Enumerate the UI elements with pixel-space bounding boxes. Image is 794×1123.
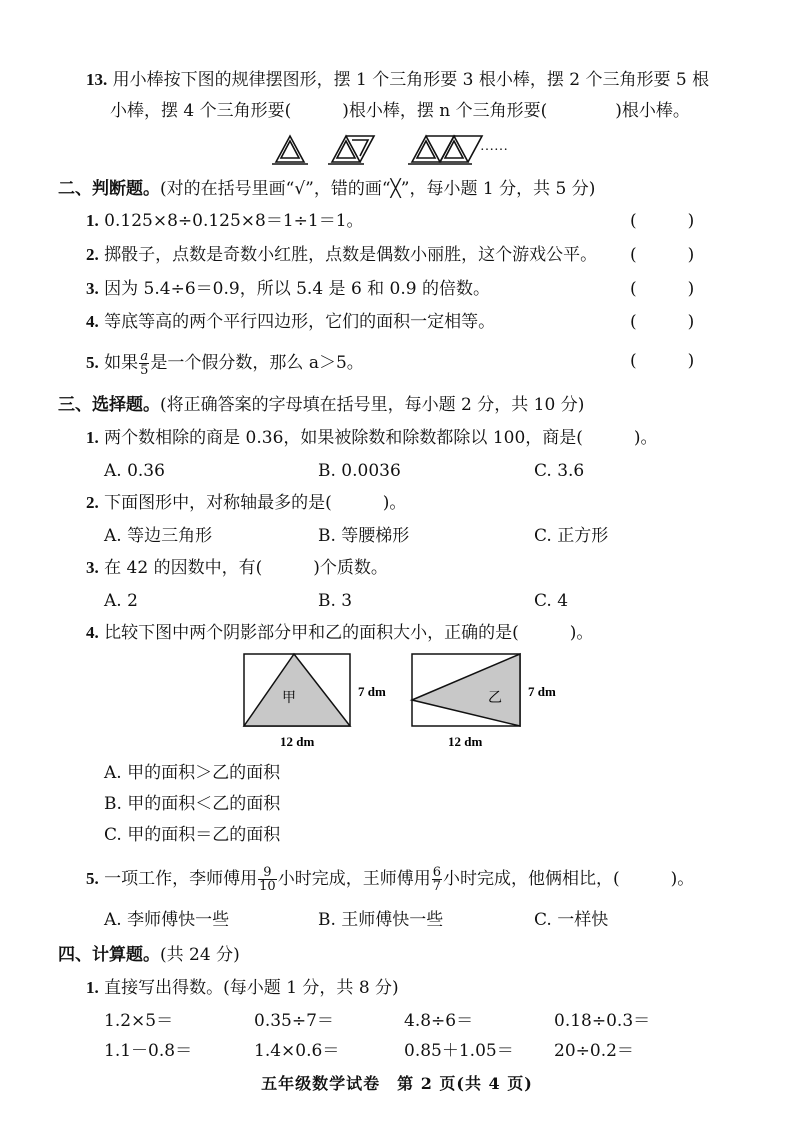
triangle-figure-2 <box>328 136 374 164</box>
s2-item-1-number: 1. <box>86 211 99 230</box>
q13-number: 13. <box>86 70 108 89</box>
calc-row2-item3: 0.85＋1.05＝ <box>404 1041 514 1061</box>
s3-q4-option-b[interactable]: B. 甲的面积＜乙的面积 <box>104 794 281 814</box>
width-label-jia: 12 dm <box>280 734 315 749</box>
width-label-yi: 12 dm <box>448 734 483 749</box>
s2-item-1-text: 0.125×8÷0.125×8＝1÷1＝1。 <box>104 211 364 231</box>
s3-q4-number: 4. <box>86 623 99 642</box>
calc-row2-item2: 1.4×0.6＝ <box>254 1041 340 1061</box>
area-comparison-figures <box>236 652 576 752</box>
s3-q5-pre: 一项工作，李师傅用 <box>104 869 258 889</box>
s2-item-2 <box>86 244 597 266</box>
triangle-figure-3 <box>408 136 482 164</box>
section2-title: 二、判断题。 <box>58 179 160 199</box>
label-yi: 乙 <box>488 691 502 706</box>
s3-q1-option-a[interactable]: A. 0.36 <box>104 461 165 481</box>
section3-heading <box>58 394 584 416</box>
s3-q3-number: 3. <box>86 558 99 577</box>
s2-item-4-number: 4. <box>86 312 99 331</box>
s3-q4 <box>86 622 593 644</box>
q13-dots: …… <box>480 139 508 154</box>
s2-item-3 <box>86 278 490 300</box>
calc-row1-item3: 4.8÷6＝ <box>404 1011 474 1031</box>
s2-item-5-number: 5. <box>86 353 99 372</box>
s2-item-3-number: 3. <box>86 279 99 298</box>
s3-q1-option-c[interactable]: C. 3.6 <box>534 461 585 481</box>
s3-q3-text: 在 42 的因数中，有( )个质数。 <box>104 558 388 578</box>
s3-q2-option-c[interactable]: C. 正方形 <box>534 526 609 546</box>
fraction-numerator: 9 <box>258 866 277 880</box>
s3-q1-text: 两个数相除的商是 0.36，如果被除数和除数都除以 100，商是( )。 <box>104 428 658 448</box>
s4-q1 <box>86 977 399 999</box>
s3-q5 <box>86 866 694 893</box>
s3-q5-mid: 小时完成，王师傅用 <box>277 869 431 889</box>
s2-item-3-text: 因为 5.4÷6＝0.9，所以 5.4 是 6 和 0.9 的倍数。 <box>104 279 491 299</box>
shaded-triangle-jia <box>244 654 350 726</box>
s3-q2-text: 下面图形中，对称轴最多的是( )。 <box>104 493 407 513</box>
s4-q1-text: 直接写出得数。(每小题 1 分，共 8 分) <box>104 978 399 998</box>
s3-q1-number: 1. <box>86 428 99 447</box>
fraction-denominator: 5 <box>140 363 149 378</box>
fraction-9-over-10 <box>258 866 277 893</box>
s2-item-1-answer-blank[interactable]: ( ) <box>630 211 695 231</box>
s3-q5-option-c[interactable]: C. 一样快 <box>534 910 609 930</box>
s2-item-3-answer-blank[interactable]: ( ) <box>630 279 695 299</box>
fraction-numerator: 6 <box>432 865 441 880</box>
calc-row2-item4: 20÷0.2＝ <box>554 1041 634 1061</box>
calc-row1-item1: 1.2×5＝ <box>104 1011 174 1031</box>
section3-note: (将正确答案的字母填在括号里，每小题 2 分，共 10 分) <box>160 395 585 415</box>
s3-q5-option-b[interactable]: B. 王师傅快一些 <box>318 910 444 930</box>
calc-row2-item1: 1.1－0.8＝ <box>104 1041 193 1061</box>
s3-q2-number: 2. <box>86 493 99 512</box>
s2-item-2-text: 掷骰子，点数是奇数小红胜，点数是偶数小丽胜，这个游戏公平。 <box>104 245 598 265</box>
section4-note: (共 24 分) <box>160 945 240 965</box>
fraction-a-over-5 <box>139 350 149 377</box>
s3-q4-text: 比较下图中两个阴影部分甲和乙的面积大小，正确的是( )。 <box>104 623 594 643</box>
s3-q3 <box>86 557 388 579</box>
s2-item-4-answer-blank[interactable]: ( ) <box>630 312 695 332</box>
s2-item-4-text: 等底等高的两个平行四边形，它们的面积一定相等。 <box>104 312 496 332</box>
s2-item-5-post: 是一个假分数，那么 a＞5。 <box>150 353 364 373</box>
s3-q3-option-a[interactable]: A. 2 <box>104 591 138 611</box>
s4-q1-number: 1. <box>86 978 99 997</box>
figure-jia <box>244 654 386 749</box>
section2-heading <box>58 178 595 200</box>
section3-title: 三、选择题。 <box>58 395 160 415</box>
s3-q4-option-c[interactable]: C. 甲的面积＝乙的面积 <box>104 825 281 845</box>
s3-q3-option-b[interactable]: B. 3 <box>318 591 353 611</box>
q13-line1 <box>86 69 709 91</box>
calc-row1-item2: 0.35÷7＝ <box>254 1011 334 1031</box>
q13-text-2: 小棒，摆 4 个三角形要( )根小棒，摆 n 个三角形要( )根小棒。 <box>110 101 690 121</box>
s3-q1 <box>86 427 658 449</box>
fraction-numerator: a <box>140 349 149 364</box>
page-footer: 五年级数学试卷 第 2 页(共 4 页) <box>261 1074 533 1093</box>
s2-item-1 <box>86 210 364 232</box>
stick-triangle-figures <box>268 130 608 170</box>
s2-item-5 <box>86 350 364 377</box>
section4-heading <box>58 944 240 966</box>
s3-q5-number: 5. <box>86 869 99 888</box>
calc-row1-item4: 0.18÷0.3＝ <box>554 1011 651 1031</box>
s3-q2 <box>86 492 406 514</box>
s3-q2-option-a[interactable]: A. 等边三角形 <box>104 526 213 546</box>
height-label-jia: 7 dm <box>358 684 386 699</box>
shaded-triangle-yi <box>412 654 520 726</box>
triangle-figure-1 <box>272 136 308 164</box>
s2-item-5-pre: 如果 <box>104 353 139 373</box>
s3-q4-option-a[interactable]: A. 甲的面积＞乙的面积 <box>104 763 281 783</box>
s3-q5-post: 小时完成，他俩相比，( )。 <box>442 869 695 889</box>
s3-q2-option-b[interactable]: B. 等腰梯形 <box>318 526 410 546</box>
section2-note: (对的在括号里画“√”，错的画“╳”，每小题 1 分，共 5 分) <box>160 179 596 199</box>
q13-line2 <box>110 100 690 122</box>
section4-title: 四、计算题。 <box>58 945 160 965</box>
s2-item-5-answer-blank[interactable]: ( ) <box>630 351 695 371</box>
fraction-denominator: 7 <box>432 879 441 894</box>
figure-yi <box>412 654 556 749</box>
label-jia: 甲 <box>282 691 296 706</box>
s3-q5-option-a[interactable]: A. 李师傅快一些 <box>104 910 230 930</box>
s3-q3-option-c[interactable]: C. 4 <box>534 591 569 611</box>
q13-text-1: 用小棒按下图的规律摆图形，摆 1 个三角形要 3 根小棒，摆 2 个三角形要 5 根 <box>112 70 710 90</box>
height-label-yi: 7 dm <box>528 684 556 699</box>
fraction-denominator: 10 <box>259 879 276 894</box>
s2-item-2-answer-blank[interactable]: ( ) <box>630 245 695 265</box>
s2-item-4 <box>86 311 495 333</box>
s2-item-2-number: 2. <box>86 245 99 264</box>
fraction-6-over-7 <box>432 866 442 893</box>
s3-q1-option-b[interactable]: B. 0.0036 <box>318 461 401 481</box>
